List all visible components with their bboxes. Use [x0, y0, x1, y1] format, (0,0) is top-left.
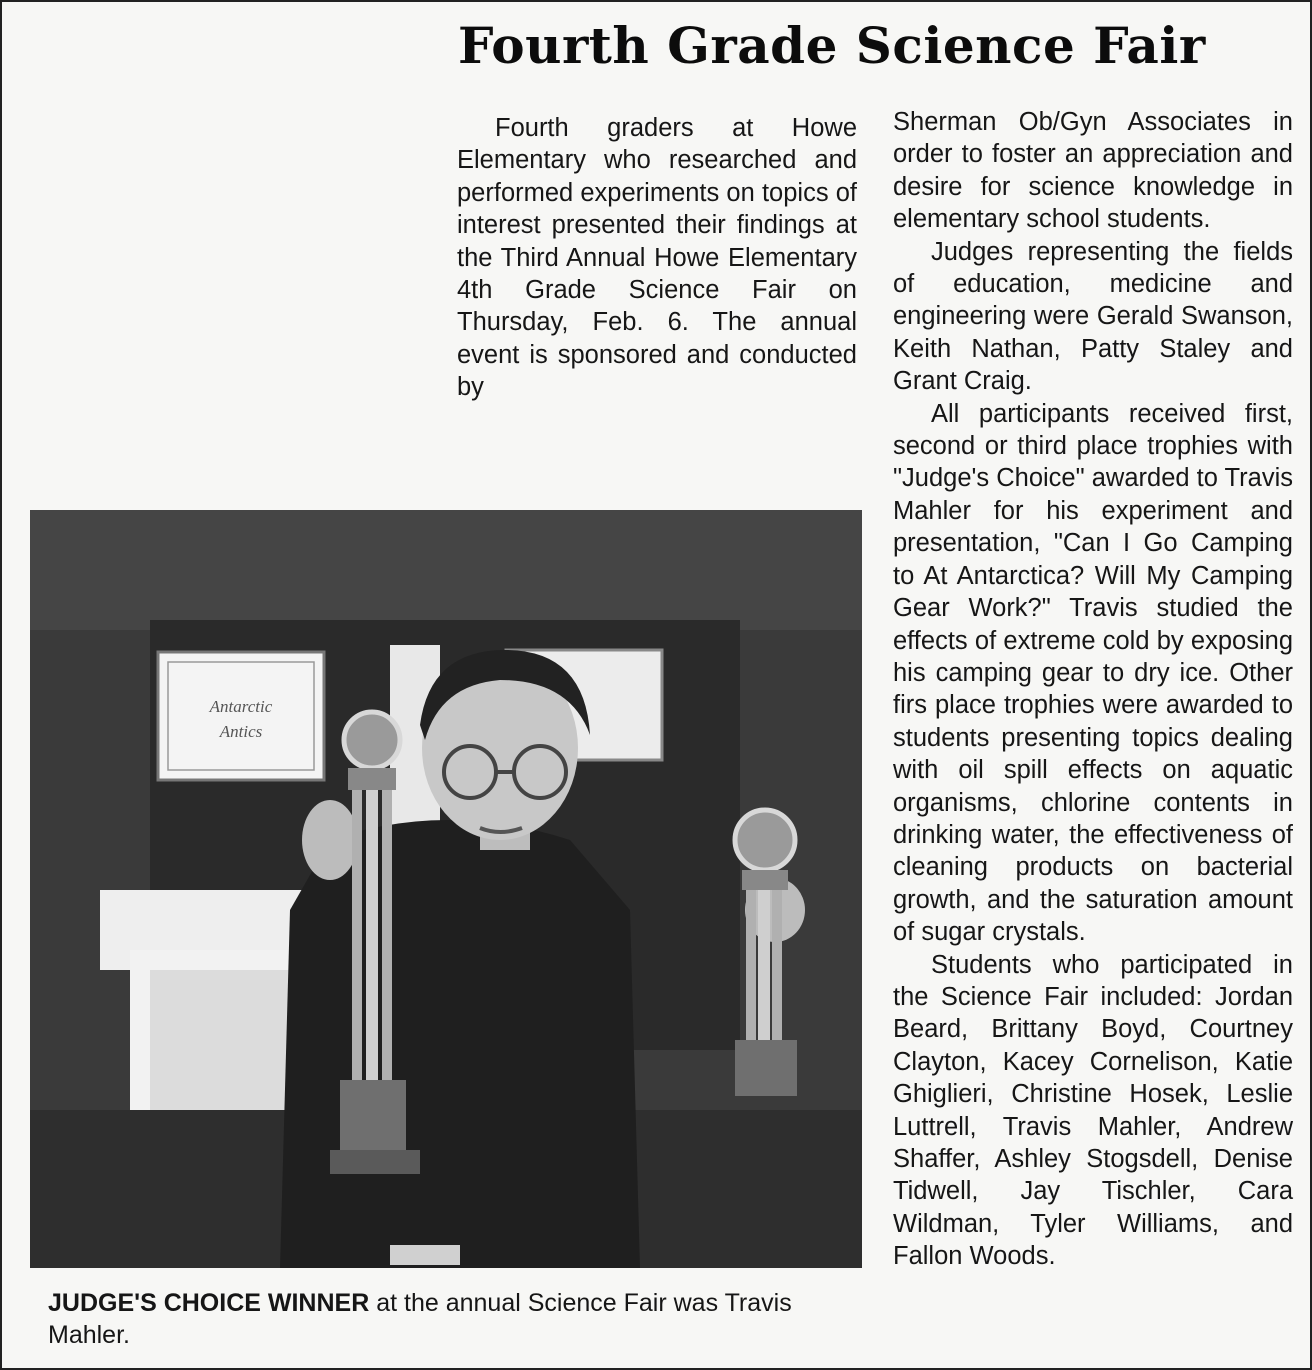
caption-text: at the annual Science Fair was Travis Mahler.	[48, 1289, 792, 1349]
article-paragraph-awards: All participants received first, second or third place trophies with "Judge's Choice" awarded to Travis Mahler for his experiment and presentation, "Can I Go Camping to At Antarctica? Will My Camping Gear Work?" Travis studied the effects of extreme cold by exposing his camping gear to dry ice. Other firs place trophies were awarded to students presenting topics dealing with oil spill effects on aquatic organisms, chlorine contents in drinking water, the effectiveness of cleaning products on bacterial growth, and the saturation amount of sugar crystals.	[893, 399, 1294, 947]
photo-caption	[48, 1287, 868, 1351]
headline: Fourth Grade Science Fair	[458, 16, 1206, 75]
poster-sign-line-1: Antarctic	[209, 697, 273, 716]
boy-shirt	[280, 820, 640, 1268]
poster-sign	[158, 652, 324, 780]
news-photo	[30, 510, 862, 1268]
article-column-left	[457, 112, 857, 404]
caption-bold-lead: JUDGE'S CHOICE WINNER	[48, 1289, 370, 1317]
article-paragraph-continuation: Sherman Ob/Gyn Associates in order to foster an appreciation and desire for science knowledge in elementary school students.	[893, 108, 1293, 234]
left-hand	[302, 800, 358, 880]
article-paragraph-intro: Fourth graders at Howe Elementary who researched and performed experiments on topics of interest presented their findings at the Third Annual Howe Elementary 4th Grade Science Fair on Thursday, Feb. 6. The annual event is sponsored and conducted by	[457, 114, 857, 402]
poster-sign-line-2: Antics	[219, 722, 263, 741]
article-column-right	[893, 106, 1293, 1273]
article-paragraph-judges: Judges representing the fields of education, medicine and engineering were Gerald Swanson, Keith Nathan, Patty Staley and Grant Craig.	[893, 237, 1293, 396]
article-paragraph-participants: Students who participated in the Science Fair included: Jordan Beard, Brittany Boyd, Courtney Clayton, Kacey Cornelison, Katie Ghiglieri, Christine Hosek, Leslie Luttrell, Travis Mahler, Andrew Shaffer, Ashley Stogsdell, Denise Tidwell, Jay Tischler, Cara Wildman, Tyler Williams, and Fallon Woods.	[893, 950, 1293, 1271]
